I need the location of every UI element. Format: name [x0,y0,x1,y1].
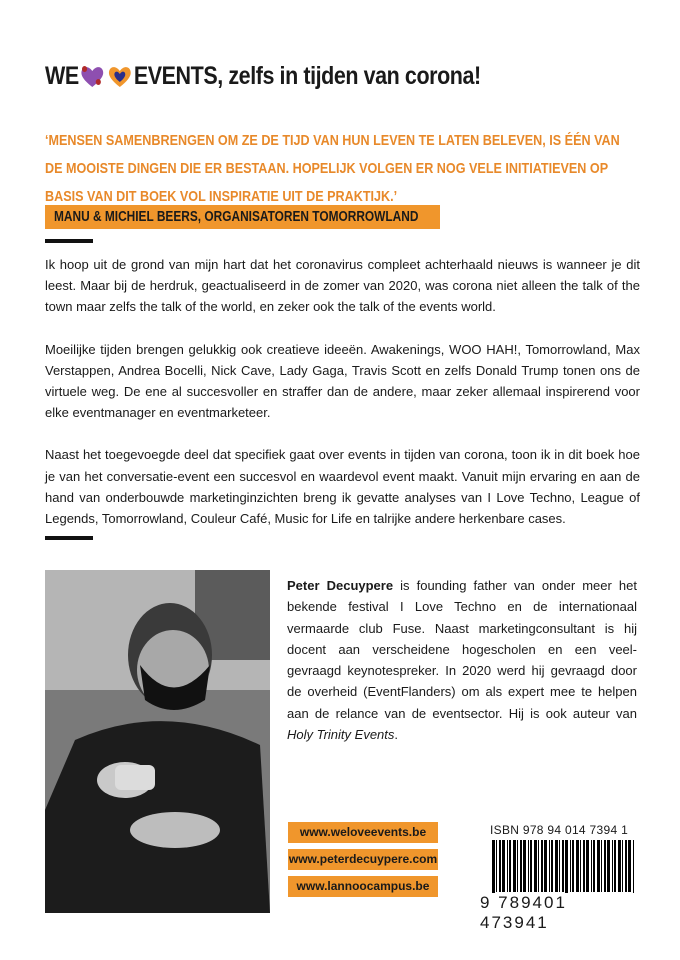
barcode-bar [549,840,550,892]
author-bio [287,575,637,745]
barcode-bar [583,840,585,892]
barcode-bar [601,840,602,892]
barcode-bar [555,840,558,892]
barcode-bar [538,840,539,892]
barcode-bar [593,840,595,892]
barcode-bar [523,840,526,892]
barcode-bar [597,840,600,892]
author-name: Peter Decuypere [287,578,394,593]
barcode-bar [544,840,547,892]
barcode-bar [612,840,613,892]
barcode-bar [499,840,501,892]
barcode-bar [572,840,574,892]
blurb [45,254,640,550]
book-title: Holy Trinity Events [287,727,395,743]
blurb-paragraph: Moeilijke tijden brengen gelukkig ook creatieve ideeën. Awakenings, WOO HAH!, Tomorrowland, Max Verstappen, Andrea Bocelli, Nick Cave, Lady Gaga, Travis Scott en zelfs Donald Trump tonen ons de virtuele weg. De ene al succesvoller en straffer dan de andere, maar zeker allemaal inspirerend voor elke eventmanager en eventmarketeer. [45,341,640,421]
barcode-bar [513,840,516,892]
link-weloveevents[interactable]: www.weloveevents.be [288,822,438,843]
barcode-bar [517,840,518,892]
barcode-bar [625,840,627,892]
barcode-bar [628,840,631,892]
bio-end: . [394,727,399,743]
barcode-bar [534,840,537,892]
barcode-bar [618,840,621,892]
endorsement-quote: ‘MENSEN SAMENBRENGEN OM ZE DE TIJD VAN HUN LEVEN TE LATEN BELEVEN, IS ÉÉN VAN DE MOOISTE DINGEN DIE ER BESTAAN. HOPELIJK VOLGEN ER NOG VELE INITIATIEVEN OP BASIS VAN DIT BOEK VOL INSPIRATIE UIT DE PRAKTIJK.’ [45,132,620,205]
barcode-bar [520,840,522,892]
barcode-bar [607,840,610,892]
barcode-bar [562,840,564,892]
barcode-bar [570,840,571,892]
barcode-bar [530,840,532,892]
barcode-bar [509,840,511,892]
quote-author: MANU & MICHIEL BEERS, ORGANISATOREN TOMORROWLAND [45,205,440,229]
barcode-bar [591,840,592,892]
title-we: WE [45,62,79,90]
cover-title [45,62,481,91]
divider-bar [45,239,93,243]
barcode-digits: 9 789401 473941 [478,893,638,933]
blurb-paragraph: Ik hoop uit de grond van mijn hart dat het coronavirus compleet achterhaald nieuws is wanneer je dit leest. Maar bij de herdruk, geactualiseerd in de zomer van 2020, was corona niet alleen the talk of the town maar zelfs the talk of the world, en zeker ook the talk of the events world. [45,257,640,315]
barcode-bar [604,840,606,892]
barcode-bar [528,840,529,892]
link-lannoocampus[interactable]: www.lannoocampus.be [288,876,438,897]
barcode-bar [622,840,623,892]
title-events: EVENTS [133,62,218,90]
title-subtitle: , zelfs in tijden van corona! [217,62,481,90]
barcode-bar [614,840,616,892]
blurb-paragraph: Naast het toegevoegde deel dat specifiek gaat over events in tijden van corona, toon ik in dit boek hoe je van het conversatie-event een succesvol en waardevol event maakt. Vanuit mijn ervaring en aan de hand van onderbouwde marketinginzichten breng ik gevatte analyses van I Love Techno, League of Legends, Tomorrowland, Couleur Café, Music for Life en talrijke andere herkenbare cases. [45,447,640,527]
barcode-bar [541,840,543,892]
barcode-bar [580,840,581,892]
bio-text: is founding father van onder meer het bekende festival I Love Techno en de internationaal vermaarde club Fuse. Naast marketingconsultant is hij docent aan verscheidene hogescholen en een veel-gevraagd keynotespreker. In 2020 werd hij gevraagd door de overheid (EventFlanders) om als expert mee te helpen aan de relance van de eventsector. Hij is ook auteur van [287,578,637,721]
divider-bar [45,536,93,540]
link-peterdecuypere[interactable]: www.peterdecuypere.com [288,849,438,870]
barcode-bar [576,840,579,892]
barcode-bar [559,840,560,892]
barcode-bar [551,840,553,892]
isbn-label: ISBN 978 94 014 7394 1 [490,823,629,837]
barcode-bar [496,840,497,892]
author-photo [45,570,270,913]
orange-heart-icon [107,65,133,89]
barcode-bar [586,840,589,892]
barcode-bar [502,840,505,892]
purple-heart-icon [80,65,106,89]
barcode-bar [507,840,508,892]
